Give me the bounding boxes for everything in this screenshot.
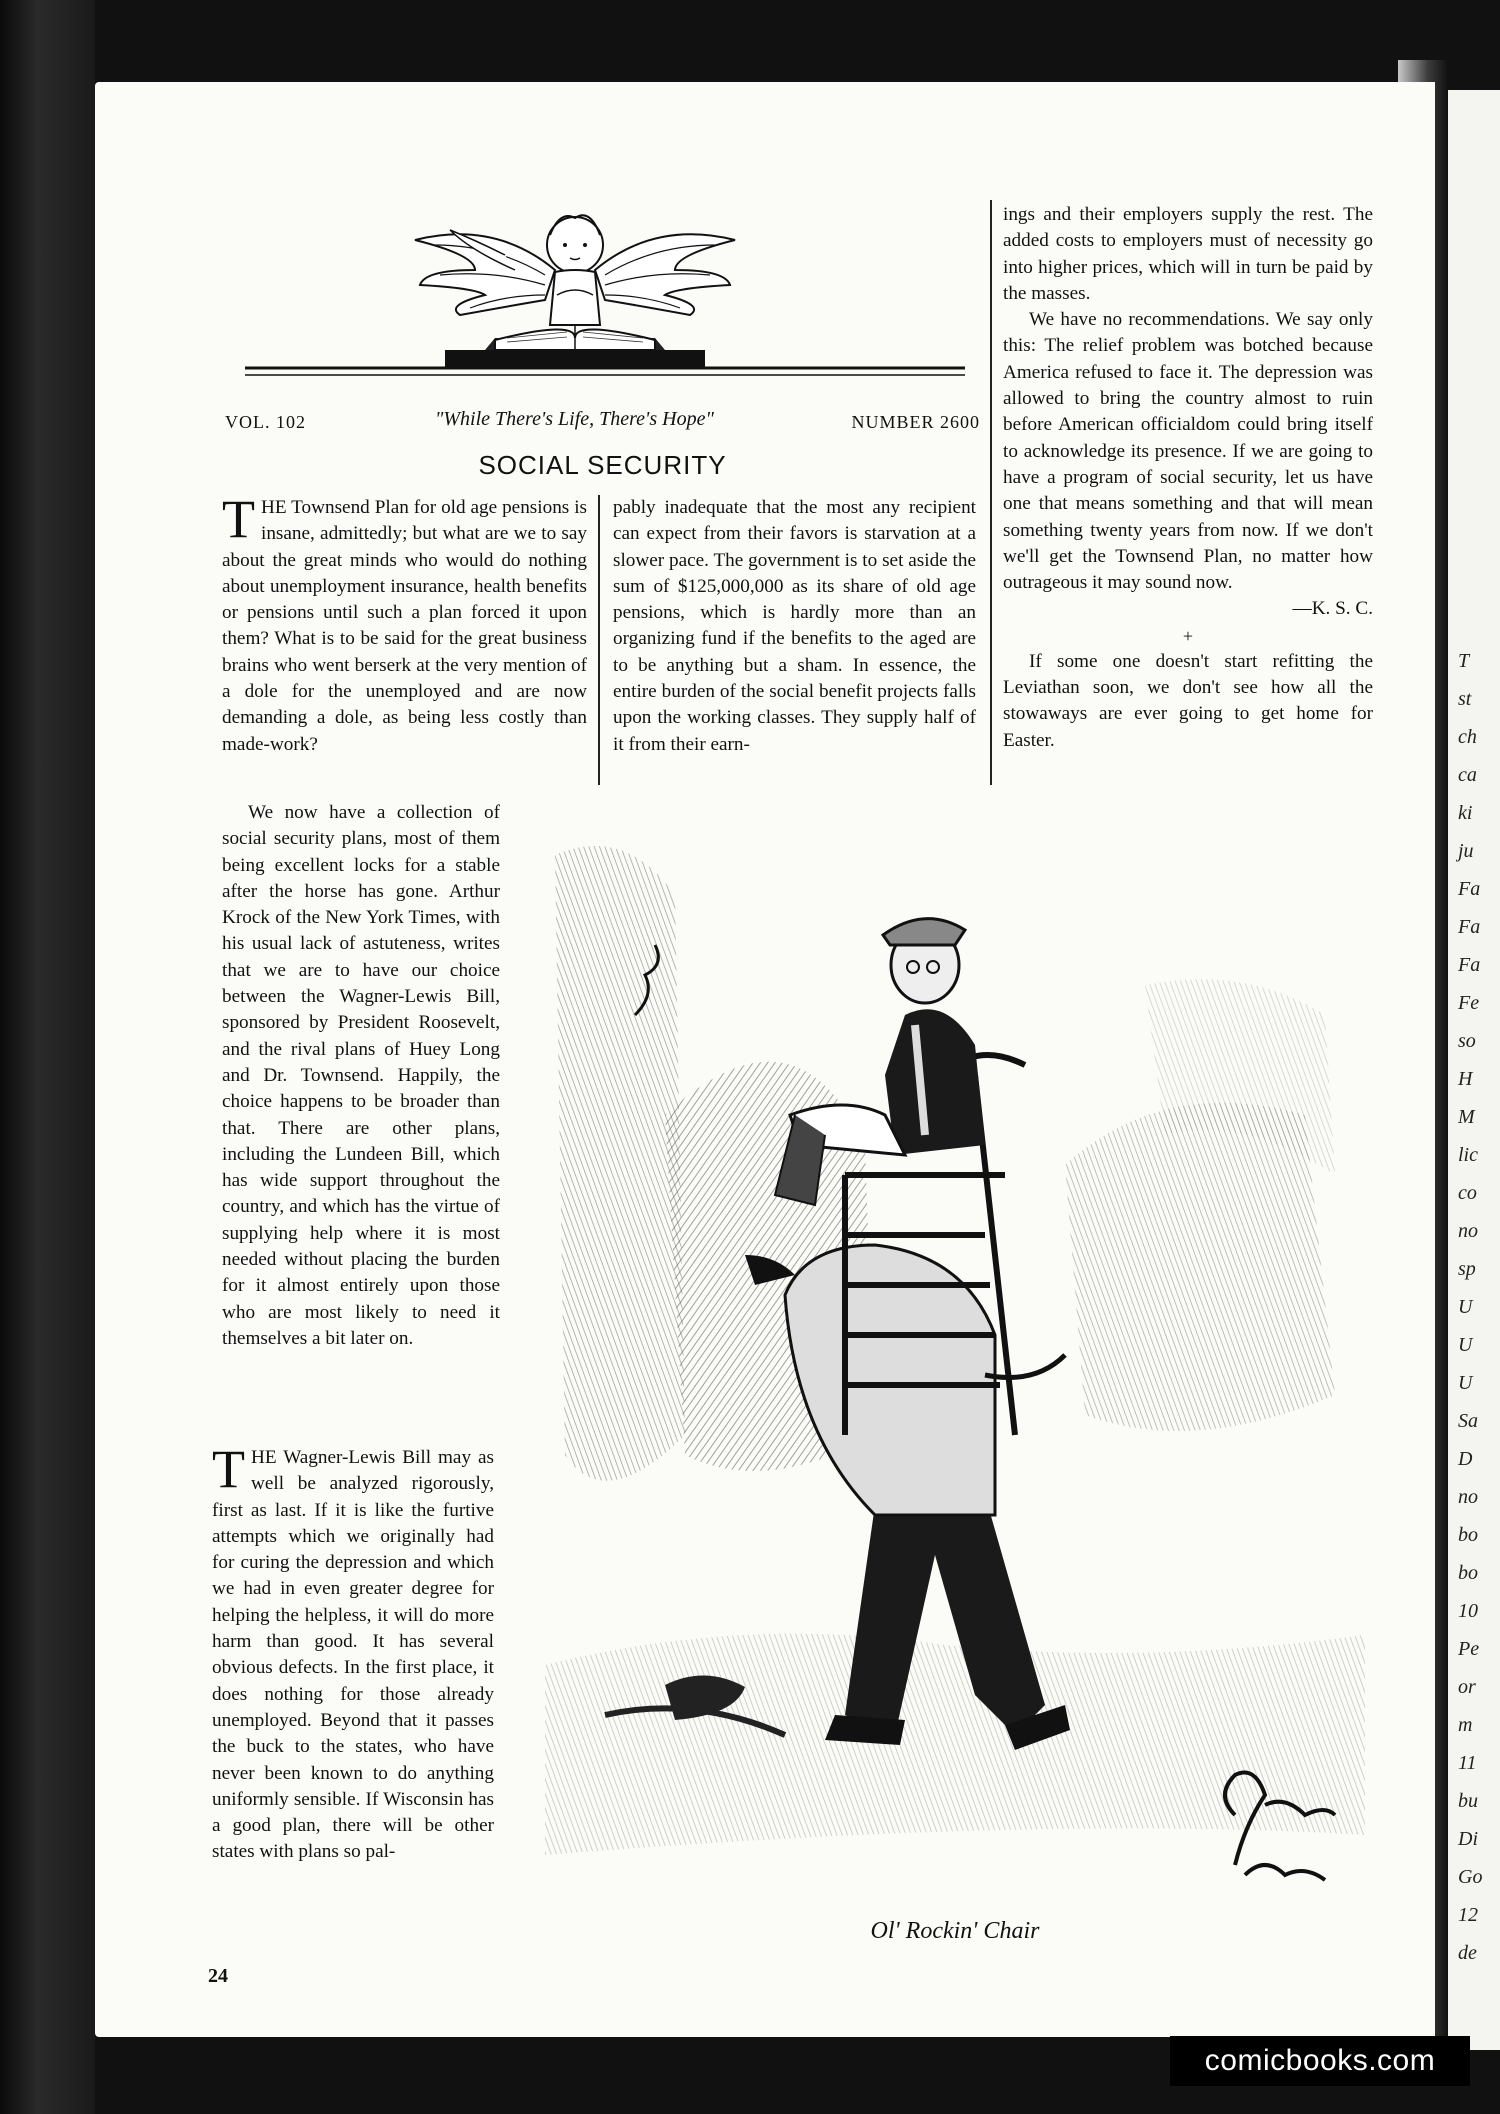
facing-page-fragment: bo bbox=[1458, 1524, 1478, 1546]
facing-page-fragment: Pe bbox=[1458, 1638, 1480, 1660]
page-number: 24 bbox=[208, 1965, 228, 1987]
cartoon-illustration bbox=[545, 815, 1365, 1925]
column-1-middle bbox=[222, 800, 500, 1352]
issue-number: NUMBER 2600 bbox=[851, 412, 980, 432]
column-rule bbox=[598, 495, 600, 785]
facing-page-fragment: 11 bbox=[1458, 1752, 1477, 1774]
facing-page-fragment: Fa bbox=[1458, 916, 1481, 938]
facing-page-fragment: sp bbox=[1458, 1258, 1476, 1280]
facing-page-fragment: U bbox=[1458, 1372, 1473, 1394]
paragraph-1-text: HE Townsend Plan for old age pensions is insane, admittedly; but what are we to say about the great minds who would do nothing about unemployment insurance, health benefits or pensions until such a plan forced it upon them? What is to be said for the great business brains who went berserk at the very mention of a dole for the unemployed and are now demanding a dole, as being less costly than made-work? bbox=[222, 497, 587, 755]
article-title: SOCIAL SECURITY bbox=[478, 450, 727, 480]
facing-page-fragment: no bbox=[1458, 1486, 1478, 1508]
paragraph-6: We have no recommendations. We say only this: The relief problem was botched because America refused to face it. The depression was allowed to bring the country almost to ruin before American officialdom could bring itself to acknowledge its presence. If we are going to have a program of social security, let us have one that means something and that will mean something twenty years from now. If we don't we'll get the Townsend Plan, no matter how outrageous it may sound now. bbox=[1003, 309, 1373, 594]
paragraph-2: We now have a collection of social security plans, most of them being excellent locks for a stable after the horse has gone. Arthur Krock of the New York Times, with his usual lack of astuteness, writes that we are to have our choice between the Wagner-Lewis Bill, sponsored by President Roosevelt, and the rival plans of Huey Long and Dr. Townsend. Happily, the choice happens to be broader than that. There are other plans, including the Lundeen Bill, which has wide support throughout the country, and which has the virtue of supplying help where it is most needed without placing the burden for it almost entirely upon those who are most likely to need it themselves a bit later on. bbox=[222, 802, 500, 1349]
cherub-with-book-icon bbox=[245, 200, 965, 390]
facing-page-fragment: m bbox=[1458, 1714, 1473, 1736]
masthead-emblem bbox=[245, 200, 965, 390]
facing-page-fragment: Fa bbox=[1458, 954, 1481, 976]
facing-page-fragment: or bbox=[1458, 1676, 1476, 1698]
facing-page-fragment: lic bbox=[1458, 1144, 1478, 1166]
facing-page-fragment: bu bbox=[1458, 1790, 1478, 1812]
facing-page-fragment: ch bbox=[1458, 726, 1477, 748]
volume-label: VOL. 102 bbox=[225, 412, 306, 432]
facing-page-fragment: H bbox=[1458, 1068, 1473, 1090]
section-separator: + bbox=[1182, 625, 1194, 646]
paragraph-1 bbox=[222, 489, 587, 758]
facing-page-fragment: Di bbox=[1458, 1828, 1478, 1850]
facing-page-fragment: D bbox=[1458, 1448, 1473, 1470]
author-initials: —K. S. C. bbox=[1292, 598, 1373, 620]
facing-page-fragment: T bbox=[1458, 650, 1470, 672]
drop-cap-2: T bbox=[212, 1439, 245, 1499]
facing-page-fragment: ca bbox=[1458, 764, 1477, 786]
facing-page bbox=[1448, 90, 1500, 2050]
paragraph-3 bbox=[212, 1439, 494, 1866]
facing-page-fragment: M bbox=[1458, 1106, 1475, 1128]
paragraph-3-text: HE Wagner-Lewis Bill may as well be analyzed rigorously, first as last. If it is like the furtive attempts which we originally had for curing the depression and which we had in even greater degree for helping the helpless, it will do more harm than good. It has several obvious defects. In the first place, it does nothing for those already unemployed. Beyond that it passes the buck to the states, who have never been known to do anything uniformly sensible. If Wisconsin has a good plan, there will be other states with plans so pal- bbox=[212, 1447, 494, 1863]
paragraph-5: ings and their employers supply the rest. The added costs to employers must of necessity go into higher prices, which will in turn be paid by the masses. bbox=[1003, 204, 1373, 304]
motto: "While There's Life, There's Hope" bbox=[435, 408, 714, 430]
facing-page-fragment: Fe bbox=[1458, 992, 1480, 1014]
facing-page-fragment: st bbox=[1458, 688, 1472, 710]
facing-page-fragment: bo bbox=[1458, 1562, 1478, 1584]
scan-left-edge bbox=[0, 0, 95, 2114]
facing-page-fragment: de bbox=[1458, 1942, 1477, 1964]
column-2 bbox=[613, 495, 976, 758]
man-carrying-rocking-chair-icon bbox=[545, 815, 1365, 1925]
facing-page-fragment: so bbox=[1458, 1030, 1476, 1052]
illustration-caption: Ol' Rockin' Chair bbox=[870, 1918, 1040, 1944]
column-1-top bbox=[222, 489, 587, 758]
facing-page-fragment: no bbox=[1458, 1220, 1478, 1242]
facing-page-fragment: U bbox=[1458, 1334, 1473, 1356]
paragraph-4: pably inadequate that the most any recipient can expect from their favors is starvation at a slower pace. The government is to set aside the sum of $125,000,000 as its share of old age pensions, which is hardly more than an organizing fund if the benefits to the aged are to be anything but a sham. In essence, the entire burden of the social benefit projects falls upon the working classes. They supply half of it from their earn- bbox=[613, 497, 976, 755]
issue-line bbox=[225, 408, 980, 438]
drop-cap: T bbox=[222, 489, 255, 549]
facing-page-fragment: co bbox=[1458, 1182, 1477, 1204]
column-1-bottom bbox=[212, 1439, 494, 1866]
watermark: comicbooks.com bbox=[1170, 2036, 1470, 2086]
facing-page-fragment: U bbox=[1458, 1296, 1473, 1318]
facing-page-fragment: Sa bbox=[1458, 1410, 1478, 1432]
column-3 bbox=[1003, 202, 1373, 754]
facing-page-fragment: Fa bbox=[1458, 878, 1481, 900]
facing-page-fragment: ki bbox=[1458, 802, 1473, 824]
facing-page-fragment: 10 bbox=[1458, 1600, 1478, 1622]
facing-page-fragment: ju bbox=[1458, 840, 1474, 862]
facing-page-fragment: Go bbox=[1458, 1866, 1483, 1888]
paragraph-7: If some one doesn't start refitting the Leviathan soon, we don't see how all the stowaways are ever going to get home for Easter. bbox=[1003, 650, 1373, 751]
facing-page-fragment: 12 bbox=[1458, 1904, 1478, 1926]
column-rule bbox=[990, 200, 992, 785]
